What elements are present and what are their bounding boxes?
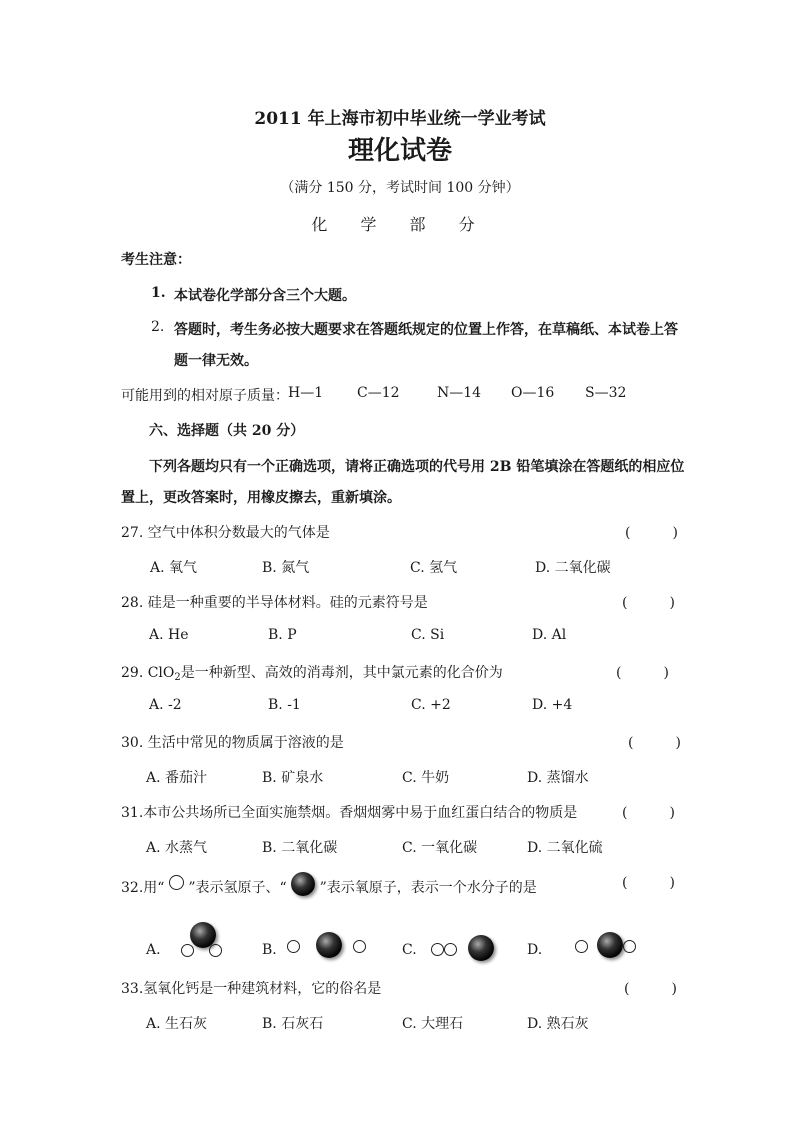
q29-option-a: A. -2 (149, 697, 182, 713)
q32-stem-part1: 32.用“ (121, 880, 165, 896)
q32-stem-part2: ”表示氢原子、“ (188, 880, 287, 896)
q28-answer-blank: ( ) (622, 595, 675, 611)
q27-answer-blank: ( ) (625, 525, 678, 541)
q32-option-b: B. (262, 942, 277, 958)
q33-stem: 33.氢氧化钙是一种建筑材料，它的俗名是 (121, 981, 382, 997)
hydrogen-atom-icon (444, 943, 457, 956)
q32-option-b-molecule (287, 932, 369, 962)
hydrogen-atom-icon (623, 940, 636, 953)
q28-option-c: C. Si (411, 627, 445, 643)
q27-stem: 27. 空气中体积分数最大的气体是 (121, 525, 330, 541)
hydrogen-atom-icon (431, 943, 444, 956)
notice-item-1-text: 本试卷化学部分含三个大题。 (174, 288, 356, 304)
part6-instruction-1: 下列各题均只有一个正确选项，请将正确选项的代号用 2B 铅笔填涂在答题纸的相应位 (149, 459, 685, 475)
atomic-mass-o: O—16 (511, 385, 555, 401)
q28-stem: 28. 硅是一种重要的半导体材料。硅的元素符号是 (121, 595, 428, 611)
oxygen-atom-icon (468, 935, 494, 961)
q33-option-c: C. 大理石 (402, 1016, 464, 1032)
q27-option-c: C. 氢气 (410, 560, 458, 576)
q29-stem (121, 662, 503, 683)
atomic-mass-h: H—1 (288, 385, 324, 401)
q29-stem-subscript: 2 (174, 672, 181, 683)
oxygen-atom-icon (316, 932, 342, 958)
q29-answer-blank: ( ) (616, 665, 669, 681)
q32-stem (121, 872, 537, 897)
hydrogen-atom-icon (287, 940, 300, 953)
q30-option-b: B. 矿泉水 (262, 770, 324, 786)
hydrogen-atom-icon (209, 944, 222, 957)
q33-option-d: D. 熟石灰 (527, 1016, 589, 1032)
part6-instruction-2: 置上，更改答案时，用橡皮擦去，重新填涂。 (121, 490, 401, 506)
notice-heading: 考生注意： (121, 252, 191, 268)
q32-option-a: A. (146, 942, 161, 958)
hydrogen-atom-icon (353, 940, 366, 953)
q33-answer-blank: ( ) (624, 981, 677, 997)
q32-option-d: D. (527, 942, 543, 958)
oxygen-atom-icon (291, 872, 315, 896)
q31-option-d: D. 二氧化硫 (527, 840, 603, 856)
atomic-mass-c: C—12 (357, 385, 400, 401)
q29-stem-text: 是一种新型、高效的消毒剂，其中氯元素的化合价为 (180, 665, 503, 681)
notice-item-1-num: 1. (151, 285, 166, 301)
q28-option-a: A. He (149, 627, 189, 643)
paper-title: 理化试卷 (347, 136, 452, 166)
section-title: 化 学 部 分 (311, 215, 489, 234)
q30-option-c: C. 牛奶 (402, 770, 450, 786)
q27-option-a: A. 氧气 (150, 560, 198, 576)
oxygen-atom-icon (597, 932, 623, 958)
q31-answer-blank: ( ) (622, 805, 675, 821)
q29-option-b: B. -1 (268, 697, 301, 713)
notice-item-2-text-cont: 题一律无效。 (174, 353, 258, 369)
hydrogen-atom-icon (181, 944, 194, 957)
q29-option-d: D. +4 (532, 697, 573, 713)
q29-option-c: C. +2 (411, 697, 451, 713)
q33-option-b: B. 石灰石 (262, 1016, 324, 1032)
q32-option-c: C. (402, 942, 417, 958)
q27-option-b: B. 氮气 (262, 560, 310, 576)
q32-stem-part3: ”表示氧原子，表示一个水分子的是 (319, 880, 537, 896)
q30-answer-blank: ( ) (628, 735, 681, 751)
notice-item-2-text: 答题时，考生务必按大题要求在答题纸规定的位置上作答，在草稿纸、本试卷上答 (174, 322, 678, 338)
q32-answer-blank: ( ) (622, 875, 675, 891)
exam-info: （满分 150 分，考试时间 100 分钟） (280, 180, 520, 196)
q27-option-d: D. 二氧化碳 (535, 560, 611, 576)
q32-option-c-molecule (431, 935, 495, 965)
atomic-mass-label: 可能用到的相对原子质量： (121, 388, 289, 404)
q31-option-c: C. 一氧化碳 (402, 840, 478, 856)
atomic-mass-n: N—14 (437, 385, 482, 401)
q31-option-a: A. 水蒸气 (146, 840, 208, 856)
q30-option-d: D. 蒸馏水 (527, 770, 589, 786)
q31-option-b: B. 二氧化碳 (262, 840, 338, 856)
q30-option-a: A. 番茄汁 (146, 770, 208, 786)
q30-stem: 30. 生活中常见的物质属于溶液的是 (121, 735, 344, 751)
atomic-mass-s: S—32 (585, 385, 627, 401)
hydrogen-atom-icon (169, 875, 184, 890)
q32-option-d-molecule (575, 932, 639, 962)
q28-option-b: B. P (268, 627, 297, 643)
hydrogen-atom-icon (575, 940, 588, 953)
q32-option-a-molecule (181, 922, 226, 962)
q28-option-d: D. Al (532, 627, 567, 643)
q29-stem-formula: 29. ClO (121, 665, 175, 681)
q33-option-a: A. 生石灰 (146, 1016, 208, 1032)
exam-title: 2011 年上海市初中毕业统一学业考试 (254, 109, 546, 129)
part6-heading: 六、选择题（共 20 分） (149, 423, 305, 439)
q31-stem: 31.本市公共场所已全面实施禁烟。香烟烟雾中易于血红蛋白结合的物质是 (121, 805, 578, 821)
notice-item-2-num: 2. (151, 319, 165, 335)
